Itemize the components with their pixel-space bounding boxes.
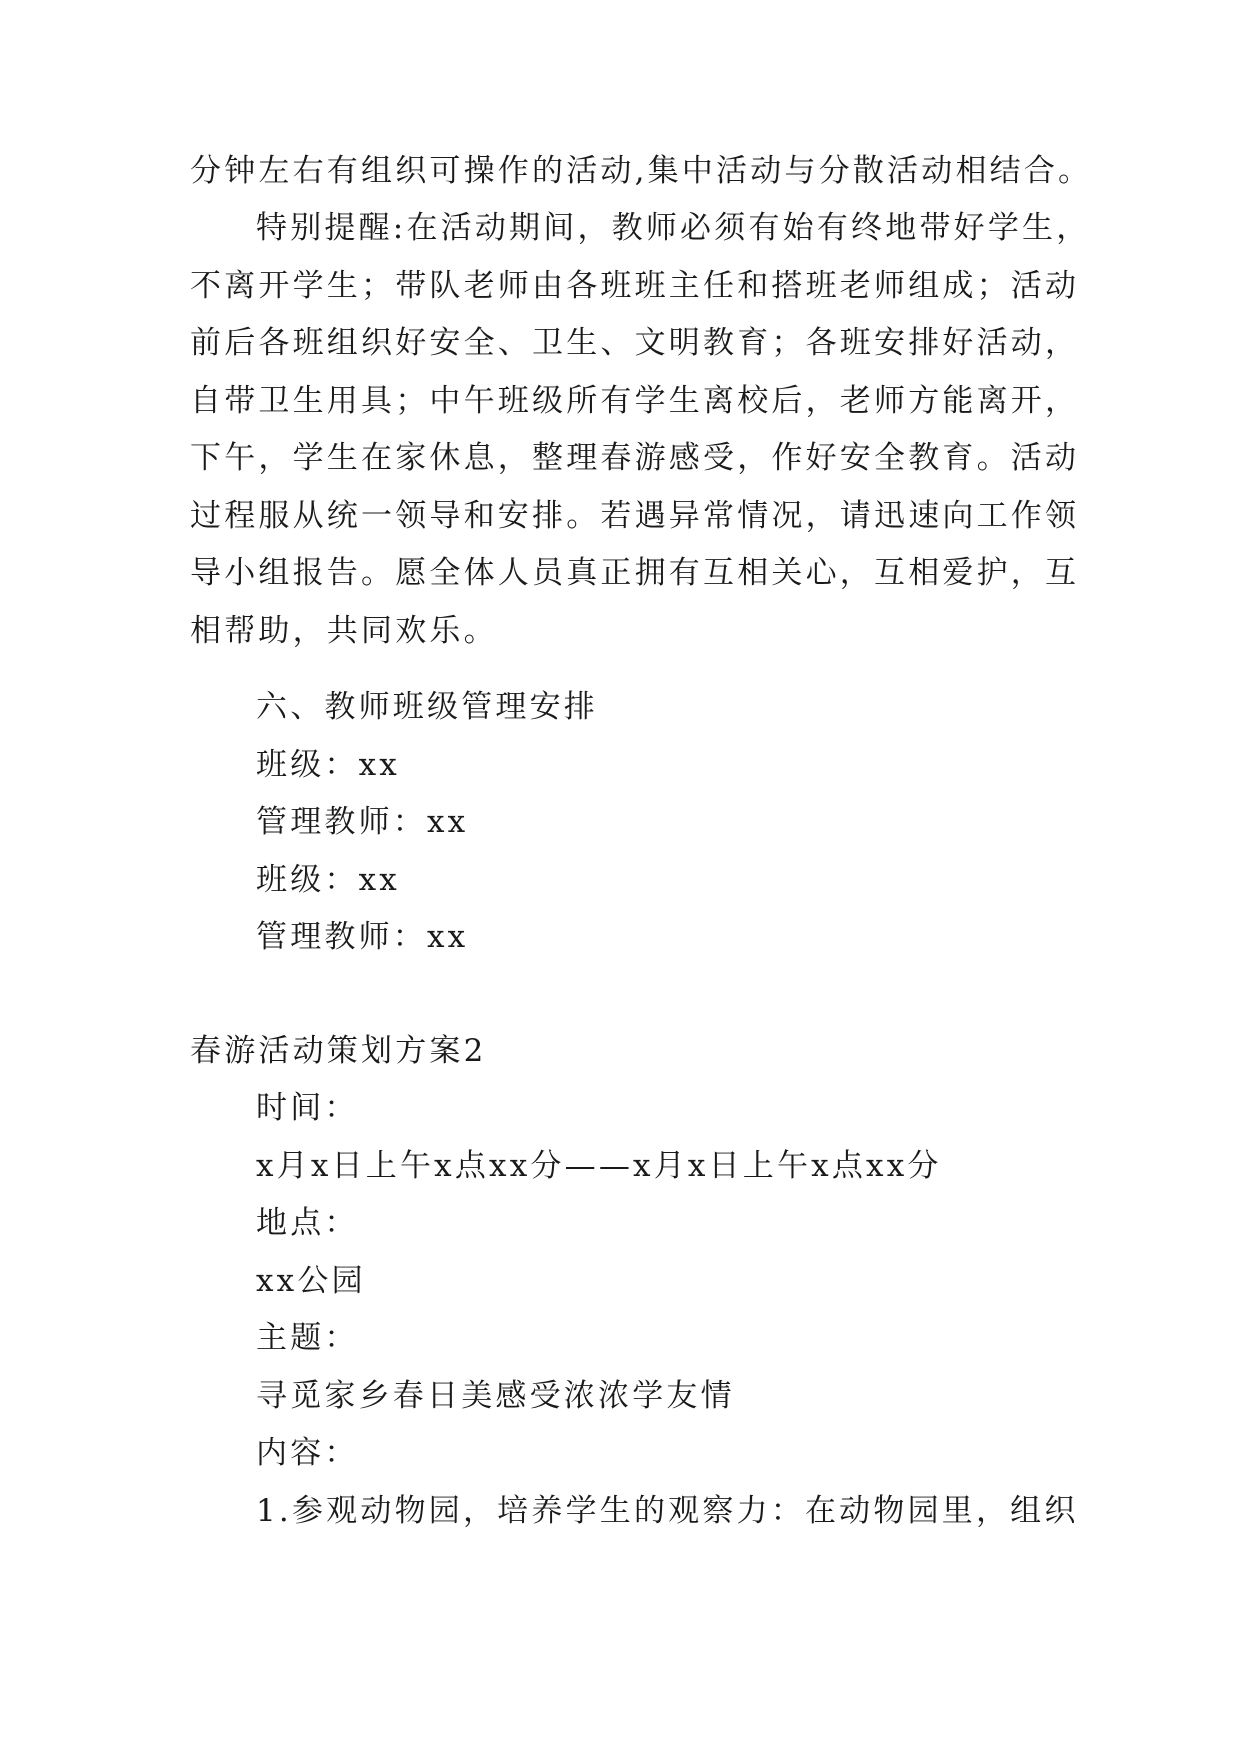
class-label: 班级：xx — [256, 747, 400, 783]
class-label: 班级：xx — [256, 862, 400, 898]
paragraph-line: 相帮助，共同欢乐。 — [190, 613, 498, 649]
paragraph-line: 过程服从统一领导和安排。若遇异常情况，请迅速向工作领 — [190, 498, 1080, 534]
field-label: 内容： — [256, 1435, 359, 1471]
paragraph-line: 自带卫生用具；中午班级所有学生离校后，老师方能离开， — [190, 383, 1080, 419]
field-value: xx公园 — [256, 1263, 366, 1299]
list-item: 1.参观动物园，培养学生的观察力：在动物园里，组织 — [256, 1493, 1079, 1529]
paragraph-line: 分钟左右有组织可操作的活动,集中活动与分散活动相结合。 — [190, 153, 1093, 189]
paragraph-line: 特别提醒:在活动期间，教师必须有始有终地带好学生， — [256, 210, 1091, 246]
field-label: 时间： — [256, 1090, 359, 1126]
paragraph-line: 前后各班组织好安全、卫生、文明教育；各班安排好活动， — [190, 325, 1080, 361]
field-value: 寻觅家乡春日美感受浓浓学友情 — [256, 1378, 735, 1414]
paragraph-line: 下午，学生在家休息，整理春游感受，作好安全教育。活动 — [190, 440, 1080, 476]
field-label: 地点： — [256, 1205, 359, 1241]
paragraph-line: 不离开学生；带队老师由各班班主任和搭班老师组成；活动 — [190, 268, 1080, 304]
teacher-label: 管理教师：xx — [256, 919, 469, 955]
teacher-label: 管理教师：xx — [256, 804, 469, 840]
document-title: 春游活动策划方案2 — [190, 1033, 487, 1069]
paragraph-line: 导小组报告。愿全体人员真正拥有互相关心，互相爱护，互 — [190, 555, 1080, 591]
section-heading: 六、教师班级管理安排 — [256, 689, 598, 725]
field-value: x月x日上午x点xx分——x月x日上午x点xx分 — [256, 1148, 942, 1184]
field-label: 主题： — [256, 1320, 359, 1356]
